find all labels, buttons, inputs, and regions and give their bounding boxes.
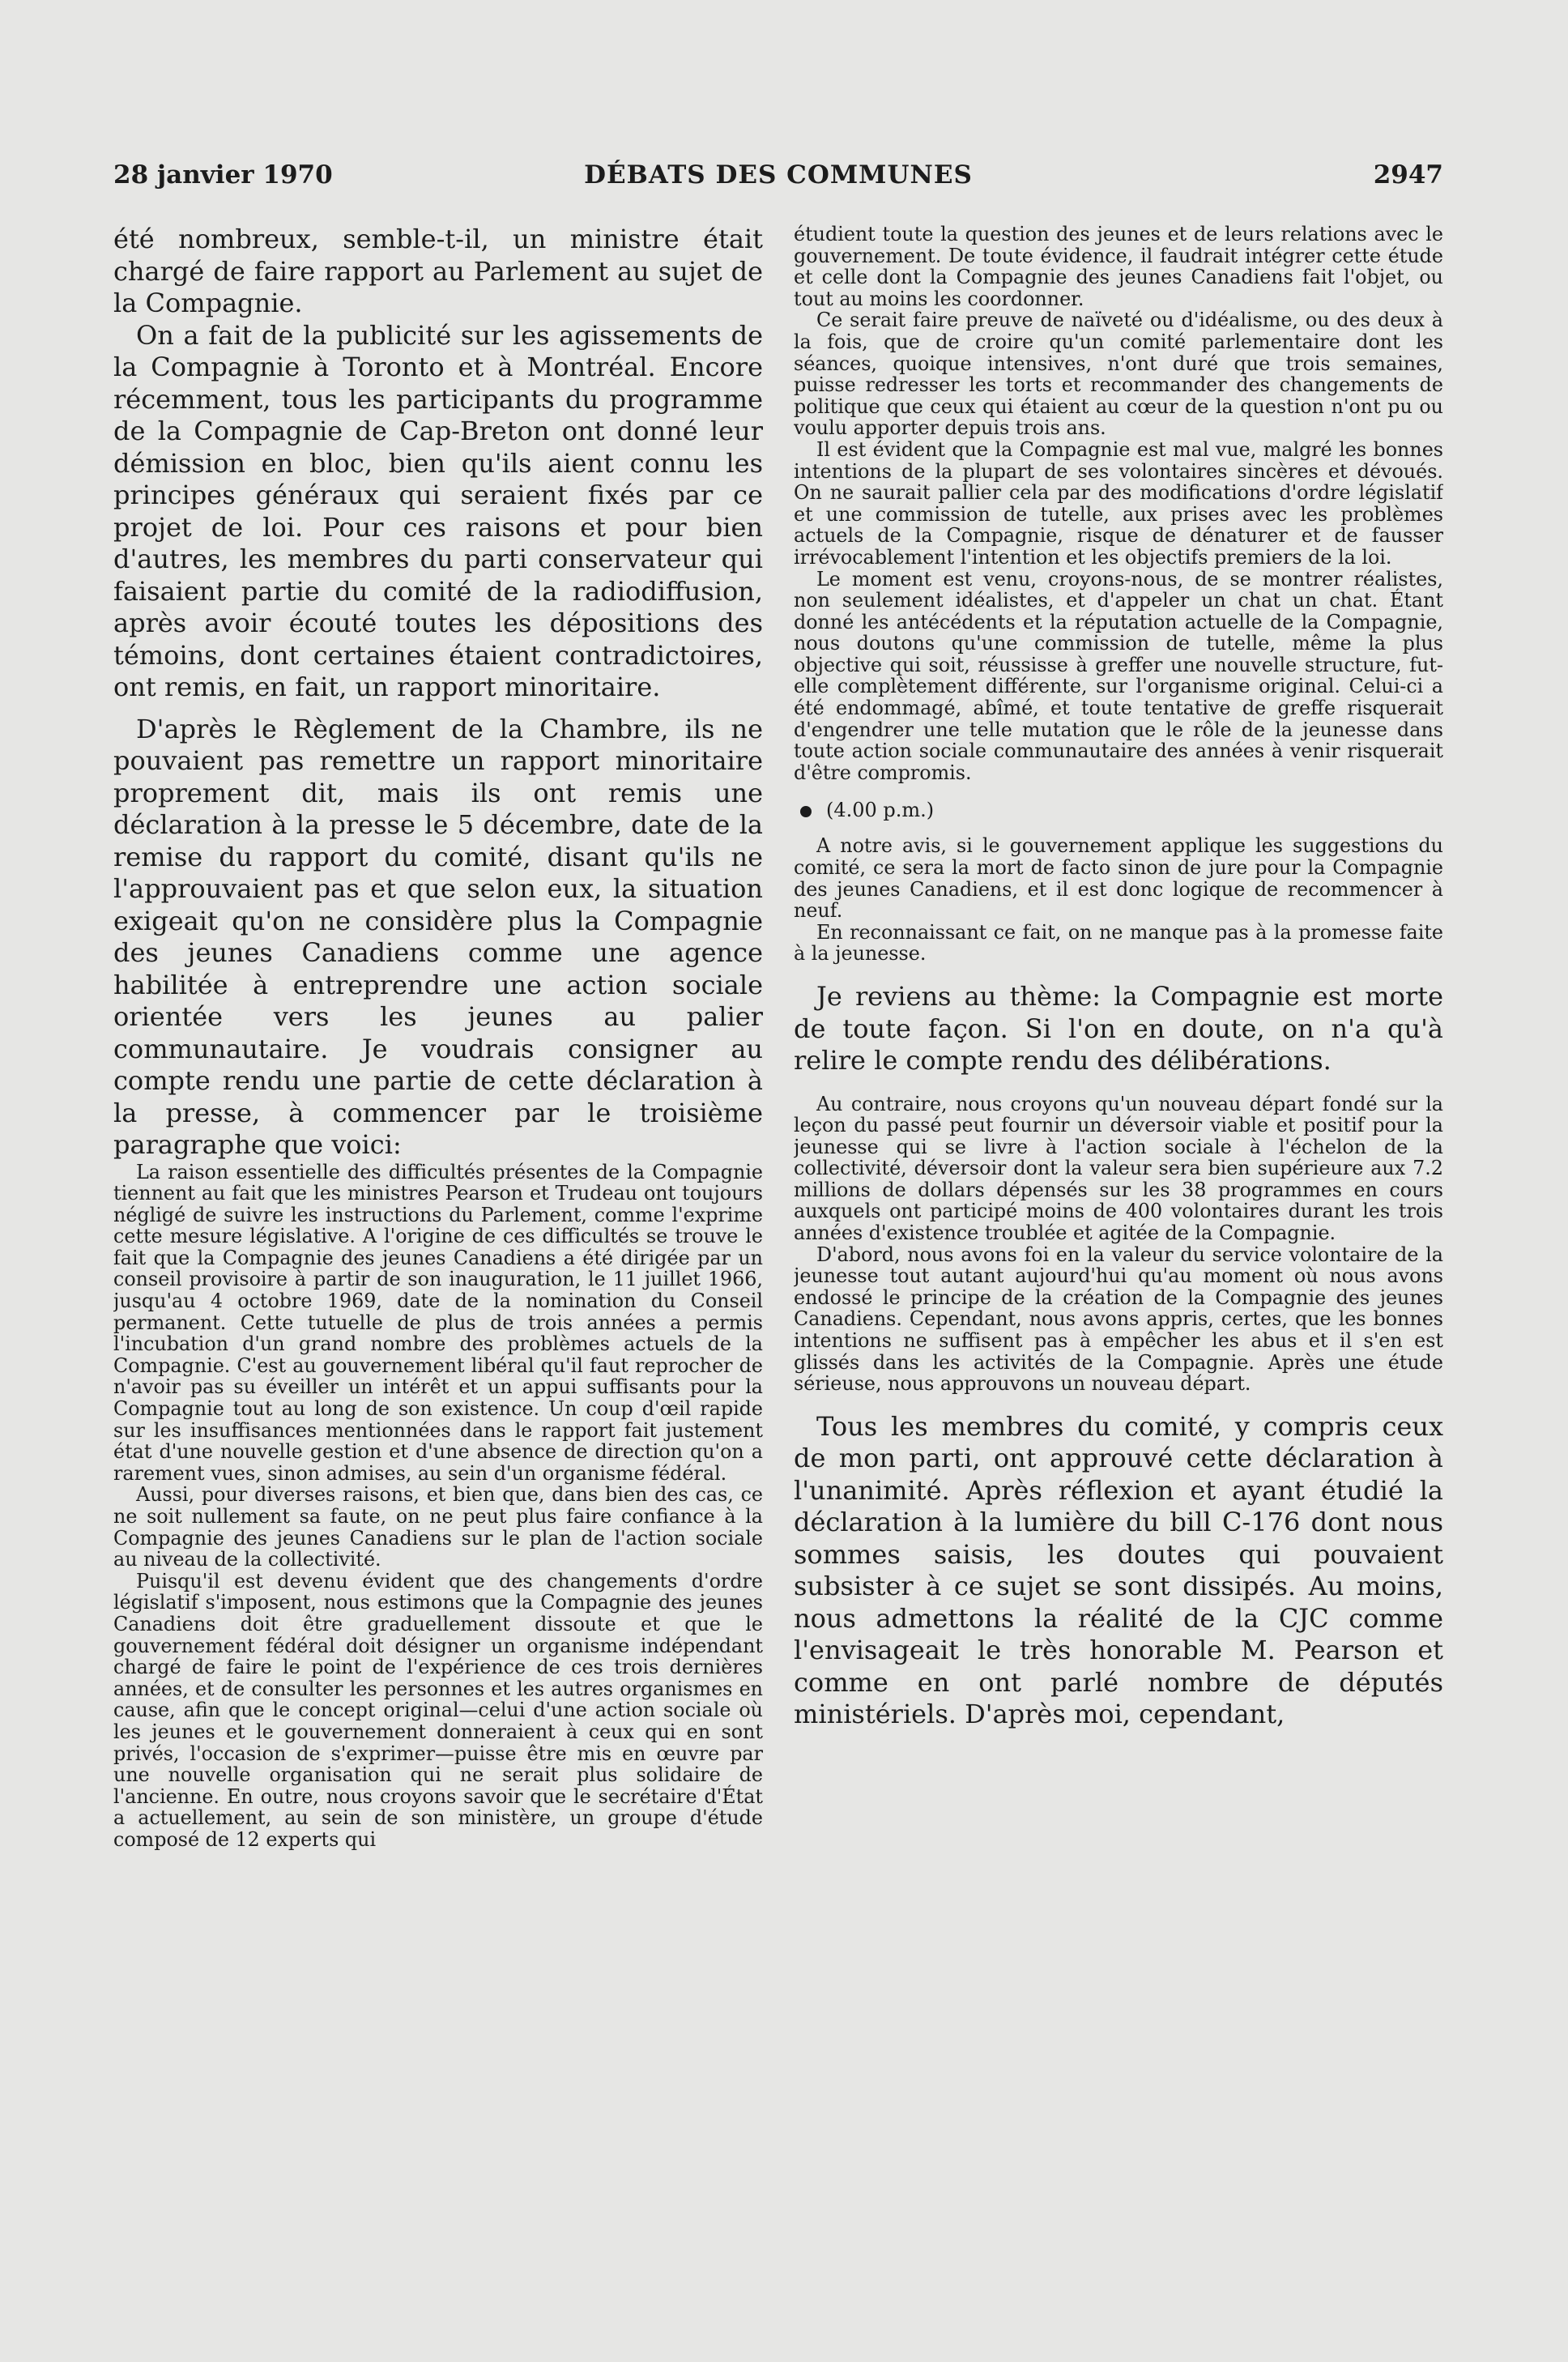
quoted-paragraph: Le moment est venu, croyons-nous, de se montrer réalistes, non seulement idéalistes, et d'appeler un chat un chat. Étant donné les antécédents et la réputation actuelle de la Compagnie, nous doutons qu'une commission de tutelle, même la plus objective qui soit, réussisse à greffer une nouvelle structure, fut-elle complètement différente, sur l'organisme original. Celui-ci a été endommagé, abîmé, et toute tentative de greffe risquerait d'engendrer une telle mutation que le rôle de la jeunesse dans toute action sociale communautaire des années à venir risquerait d'être compromis.: [794, 567, 1443, 784]
paragraph: Tous les membres du comité, y compris ceux de mon parti, ont approuvé cette déclaration à l'unanimité. Après réflexion et ayant étudié la déclaration à la lumière du bill C-176 dont nous sommes saisis, les doutes qui pouvaient subsister à ce sujet se sont dissipés. Au moins, nous admettons la réalité de la CJC comme l'envisageait le très honorable M. Pearson et comme en ont parlé nombre de députés ministériels. D'après moi, cependant,: [794, 1410, 1443, 1730]
quoted-paragraph: Ce serait faire preuve de naïveté ou d'idéalisme, ou des deux à la fois, que de croire qu'un comité parlementaire dont les séances, quoique intensives, n'ont duré que trois semaines, puisse redresser les torts et recommander des changements de politique que ceux qui étaient au cœur de la question n'ont pu ou voulu apporter depuis trois ans.: [794, 309, 1443, 440]
bullet-icon: [800, 806, 812, 817]
right-column: [794, 224, 1443, 2184]
quoted-paragraph: Puisqu'il est devenu évident que des changements d'ordre législatif s'imposent, nous estimons que la Compagnie des jeunes Canadiens doit être graduellement dissoute et que le gouvernement fédéral doit désigner un organisme indépendant chargé de faire le point de l'expérience de ces trois dernières années, et de consulter les personnes et les autres organismes en cause, afin que le concept original—celui d'une action sociale où les jeunes et le gouvernement donneraient à ceux qui en sont privés, l'occasion de s'exprimer—puisse être mis en œuvre par une nouvelle organisation qui ne serait plus solidaire de l'ancienne. En outre, nous croyons savoir que le secrétaire d'État a actuellement, au sein de son ministère, un groupe d'étude composé de 12 experts qui: [113, 1569, 763, 1851]
quoted-paragraph: étudient toute la question des jeunes et de leurs relations avec le gouvernement. De toute évidence, il faudrait intégrer cette étude et celle dont la Compagnie des jeunes Canadiens fait l'objet, ou tout au moins les coordonner.: [794, 224, 1443, 310]
paragraph: Je reviens au thème: la Compagnie est morte de toute façon. Si l'on en doute, on n'a qu'à relire le compte rendu des délibérations.: [794, 981, 1443, 1076]
quoted-paragraph: En reconnaissant ce fait, on ne manque pas à la promesse faite à la jeunesse.: [794, 920, 1443, 966]
header-page-number: 2947: [1373, 160, 1443, 190]
header-date: 28 janvier 1970: [113, 160, 333, 190]
header-title: DÉBATS DES COMMUNES: [584, 160, 973, 190]
page-header: [113, 160, 1443, 196]
time-marker: [800, 798, 1443, 822]
paragraph: On a fait de la publicité sur les agissements de la Compagnie à Toronto et à Montréal. Encore récemment, tous les participants du programme de la Compagnie de Cap-Breton ont donné leur démission en bloc, bien qu'ils aient connu les principes généraux qui seraient fixés par ce projet de loi. Pour ces raisons et pour bien d'autres, les membres du parti conservateur qui faisaient partie du comité de la radiodiffusion, après avoir écouté toutes les dépositions des témoins, dont certaines étaient contradictoires, ont remis, en fait, un rapport minoritaire.: [113, 319, 763, 702]
quoted-paragraph: Il est évident que la Compagnie est mal vue, malgré les bonnes intentions de la plupart de ses volontaires sincères et dévoués. On ne saurait pallier cela par des modifications d'ordre législatif et une commission de tutelle, aux prises avec les problèmes actuels de la Compagnie, risque de dénaturer et de fausser irrévocablement l'intention et les objectifs premiers de la loi.: [794, 437, 1443, 569]
time-marker-text: (4.00 p.m.): [826, 799, 935, 822]
quoted-paragraph: Au contraire, nous croyons qu'un nouveau départ fondé sur la leçon du passé peut fournir un déversoir viable et positif pour la jeunesse qui se livre à l'action sociale à l'échelon de la collectivité, déversoir dont la valeur sera bien supérieure aux 7.2 millions de dollars dépensés sur les 38 programmes en cours auxquels ont participé moins de 400 volontaires durant les trois années d'existence troublée et agitée de la Compagnie.: [794, 1092, 1443, 1245]
paragraph: été nombreux, semble-t-il, un ministre était chargé de faire rapport au Parlement au sujet de la Compagnie.: [113, 224, 763, 318]
quoted-paragraph: A notre avis, si le gouvernement applique les suggestions du comité, ce sera la mort de facto sinon de jure pour la Compagnie des jeunes Canadiens, et il est donc logique de recommencer à neuf.: [794, 834, 1443, 923]
quoted-paragraph: D'abord, nous avons foi en la valeur du service volontaire de la jeunesse tout autant aujourd'hui qu'au moment où nous avons endossé le principe de la création de la Compagnie des jeunes Canadiens. Cependant, nous avons appris, certes, que les bonnes intentions ne suffisent pas à empêcher les abus et il s'en est glissés dans les activités de la Compagnie. Après une étude sérieuse, nous approuvons un nouveau départ.: [794, 1243, 1443, 1396]
left-column: [113, 224, 763, 2184]
quoted-paragraph: Aussi, pour diverses raisons, et bien que, dans bien des cas, ce ne soit nullement sa faute, on ne peut plus faire confiance à la Compagnie des jeunes Canadiens sur le plan de l'action sociale au niveau de la collectivité.: [113, 1483, 763, 1571]
quoted-paragraph: La raison essentielle des difficultés présentes de la Compagnie tiennent au fait que les ministres Pearson et Trudeau ont toujours négligé de suivre les instructions du Parlement, comme l'exprime cette mesure législative. A l'origine de ces difficultés se trouve le fait que la Compagnie des jeunes Canadiens a été dirigée par un conseil provisoire à partir de son inauguration, le 11 juillet 1966, jusqu'au 4 octobre 1969, date de la nomination du Conseil permanent. Cette tutuelle de plus de trois années a permis l'incubation d'un grand nombre des problèmes actuels de la Compagnie. C'est au gouvernement libéral qu'il faut reprocher de n'avoir pas su éveiller un intérêt et un appui suffisants pour la Compagnie tout au long de son existence. Un coup d'œil rapide sur les insuffisances mentionnées dans le rapport fait justement état d'une nouvelle gestion et d'une absence de direction qu'on a rarement vues, sinon admises, au sein d'un organisme fédéral.: [113, 1160, 763, 1485]
paragraph: D'après le Règlement de la Chambre, ils ne pouvaient pas remettre un rapport minoritaire proprement dit, mais ils ont remis une déclaration à la presse le 5 décembre, date de la remise du rapport du comité, disant qu'ils ne l'approuvaient pas et que selon eux, la situation exigeait qu'on ne considère plus la Compagnie des jeunes Canadiens comme une agence habilitée à entreprendre une action sociale orientée vers les jeunes au palier communautaire. Je voudrais consigner au compte rendu une partie de cette déclaration à la presse, à commencer par le troisième paragraphe que voici:: [113, 713, 763, 1160]
